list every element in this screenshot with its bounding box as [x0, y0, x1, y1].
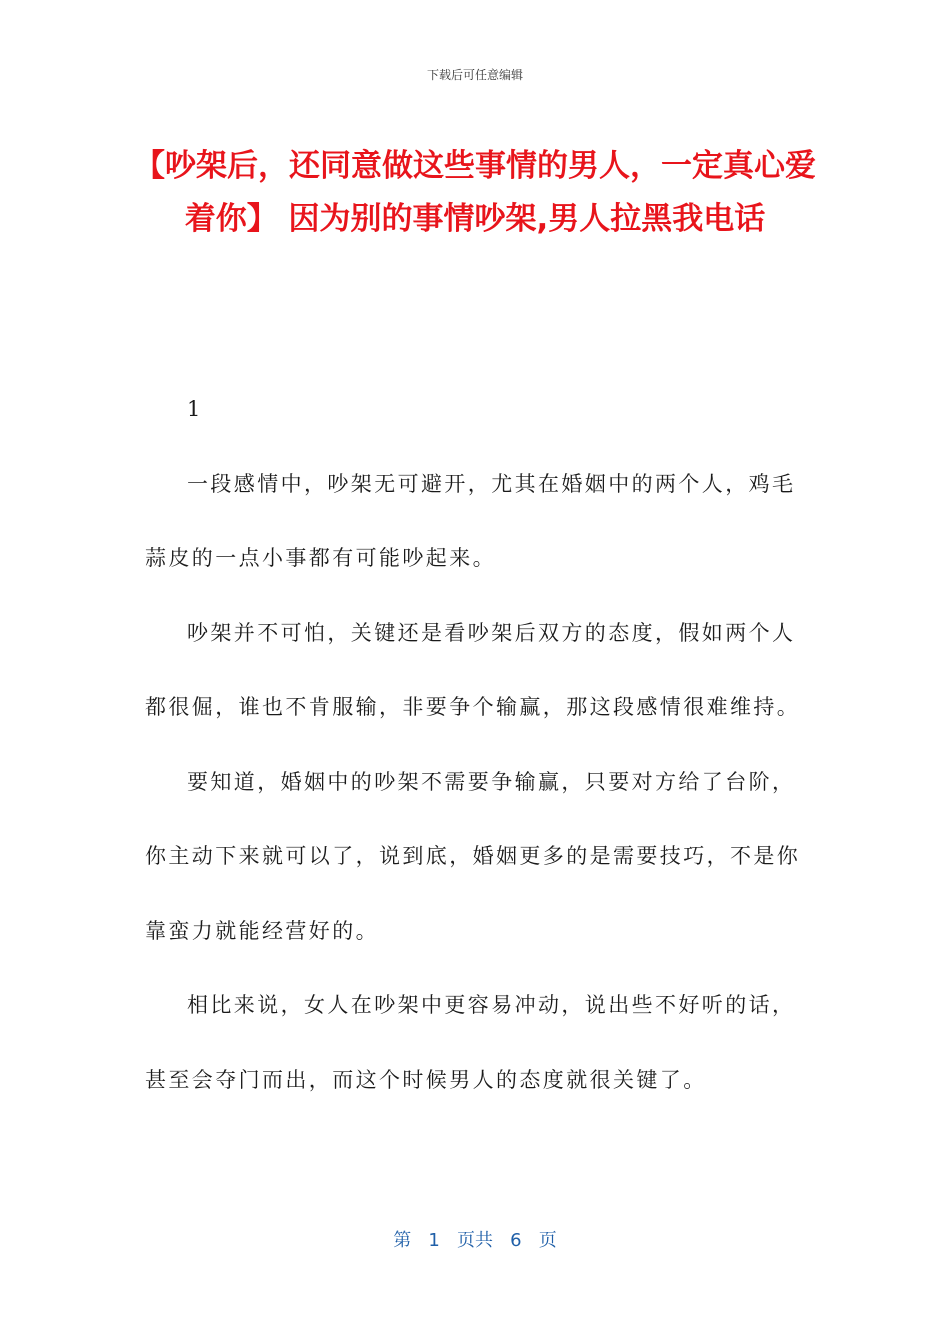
document-title: 【吵架后，还同意做这些事情的男人，一定真心爱着你】 因为别的事情吵架,男人拉黑我电话	[134, 148, 816, 237]
paragraph: 相比来说，女人在吵架中更容易冲动，说出些不好听的话，甚至会夺门而出，而这个时候男人的态度就很关键了。	[145, 993, 796, 1092]
paragraph: 吵架并不可怕，关键还是看吵架后双方的态度，假如两个人都很倔，谁也不肯服输，非要争个输赢，那这段感情很难维持。	[145, 620, 801, 719]
total-pages-number: 6	[510, 1230, 522, 1251]
header-note: 下载后可任意编辑	[426, 68, 523, 82]
footer-middle: 页共	[457, 1230, 493, 1251]
paragraph-section-number: 1	[187, 397, 203, 421]
current-page-number: 1	[428, 1230, 440, 1251]
footer-prefix: 第	[393, 1230, 412, 1251]
paragraph: 一段感情中，吵架无可避开，尤其在婚姻中的两个人，鸡毛蒜皮的一点小事都有可能吵起来。	[145, 471, 796, 570]
document-body	[145, 372, 810, 1117]
page-number-footer	[0, 1226, 950, 1252]
footer-suffix: 页	[538, 1230, 557, 1251]
paragraph: 要知道，婚姻中的吵架不需要争输赢，只要对方给了台阶，你主动下来就可以了，说到底，婚姻更多的是需要技巧，不是你靠蛮力就能经营好的。	[145, 769, 801, 943]
